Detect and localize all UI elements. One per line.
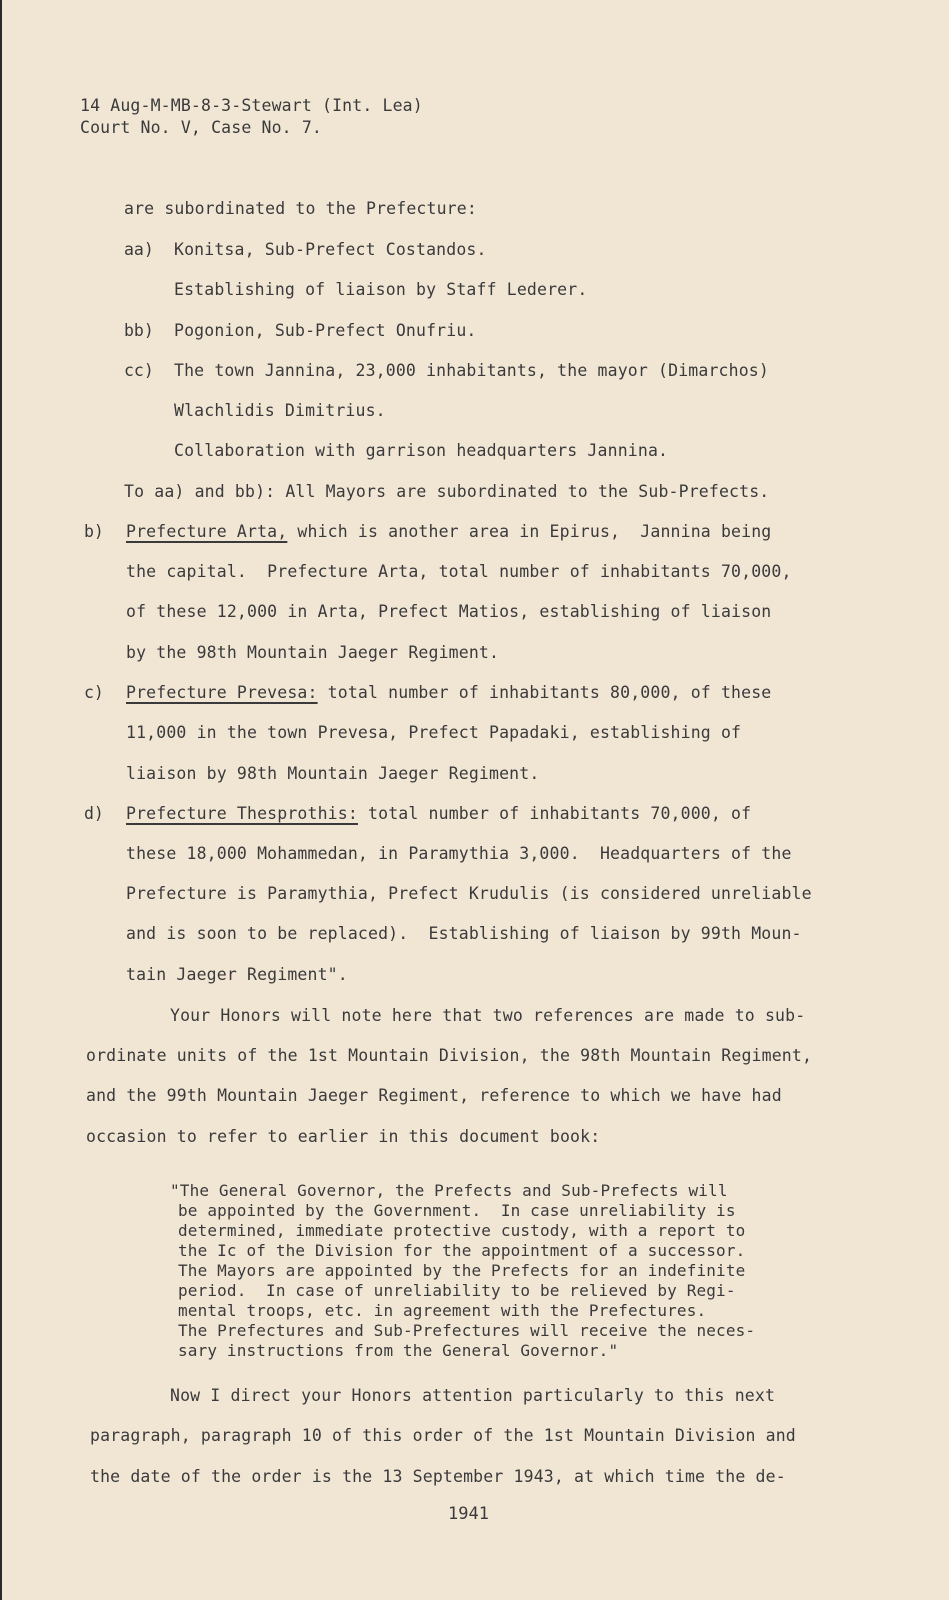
prefecture-heading: Prefecture Prevesa: [126,683,318,702]
text-line: and the 99th Mountain Jaeger Regiment, reference to which we have had [86,1086,782,1105]
text-line: are subordinated to the Prefecture: [124,199,477,218]
text-line: of these 12,000 in Arta, Prefect Matios, establishing of liaison [126,602,772,621]
text-line: and is soon to be replaced). Establishing of liaison by 99th Moun- [126,924,802,943]
page-number: 1941 [448,1504,489,1524]
quote-line: the Ic of the Division for the appointment of a successor. [178,1241,746,1260]
text-line: tain Jaeger Regiment". [126,965,348,984]
item-cc-2: Wlachlidis Dimitrius. [174,401,386,420]
item-label-bb: bb) [124,321,154,340]
item-aa-sub: Establishing of liaison by Staff Lederer. [174,280,588,299]
text-line: the capital. Prefecture Arta, total number of inhabitants 70,000, [126,562,792,581]
text-line: paragraph, paragraph 10 of this order of the 1st Mountain Division and [90,1426,796,1445]
text-line: by the 98th Mountain Jaeger Regiment. [126,643,500,662]
item-label-b: b) [84,522,104,541]
text-line: liaison by 98th Mountain Jaeger Regiment. [126,764,540,783]
item-d-line-1 [126,804,751,824]
text-line: the date of the order is the 13 September 1943, at which time the de- [90,1467,786,1486]
item-b-line-1 [126,522,771,542]
item-bb: Pogonion, Sub-Prefect Onufriu. [174,321,477,340]
text-span: total number of inhabitants 70,000, of [357,804,752,823]
quote-line: The Mayors are appointed by the Prefects for an indefinite [178,1261,746,1280]
item-label-c: c) [84,683,104,702]
item-c-line-1 [126,683,771,703]
quote-line: determined, immediate protective custody, with a report to [178,1221,746,1240]
quote-line: be appointed by the Government. In case unreliability is [178,1201,736,1220]
prefecture-heading: Prefecture Arta, [126,522,288,541]
text-line: Prefecture is Paramythia, Prefect Krudulis (is considered unreliable [126,884,812,903]
item-label-aa: aa) [124,240,154,259]
page-edge [0,0,2,1600]
text-span: which is another area in Epirus, Jannina being [287,522,772,541]
header-line-1: 14 Aug-M-MB-8-3-Stewart (Int. Lea) [80,96,423,115]
text-span: total number of inhabitants 80,000, of these [317,683,772,702]
text-line: Your Honors will note here that two references are made to sub- [170,1006,806,1025]
item-aa: Konitsa, Sub-Prefect Costandos. [174,240,487,259]
text-line: Now I direct your Honors attention particularly to this next [170,1386,776,1405]
quote-line: period. In case of unreliability to be relieved by Regi- [178,1281,736,1300]
prefecture-heading: Prefecture Thesprothis: [126,804,358,823]
item-label-d: d) [84,804,104,823]
text-line: occasion to refer to earlier in this document book: [86,1127,601,1146]
quote-line: The Prefectures and Sub-Prefectures will receive the neces- [178,1321,756,1340]
text-line: 11,000 in the town Prevesa, Prefect Papadaki, establishing of [126,723,742,742]
item-cc-3: Collaboration with garrison headquarters Jannina. [174,441,669,460]
quote-line: "The General Governor, the Prefects and Sub-Prefects will [170,1181,728,1200]
text-line: ordinate units of the 1st Mountain Division, the 98th Mountain Regiment, [86,1046,813,1065]
item-cc: The town Jannina, 23,000 inhabitants, the mayor (Dimarchos) [174,361,769,380]
quote-line: sary instructions from the General Governor." [178,1341,619,1360]
item-label-cc: cc) [124,361,154,380]
quote-line: mental troops, etc. in agreement with the Prefectures. [178,1301,707,1320]
text-line: these 18,000 Mohammedan, in Paramythia 3,000. Headquarters of the [126,844,792,863]
header-line-2: Court No. V, Case No. 7. [80,118,323,137]
text-line: To aa) and bb): All Mayors are subordinated to the Sub-Prefects. [124,482,770,501]
